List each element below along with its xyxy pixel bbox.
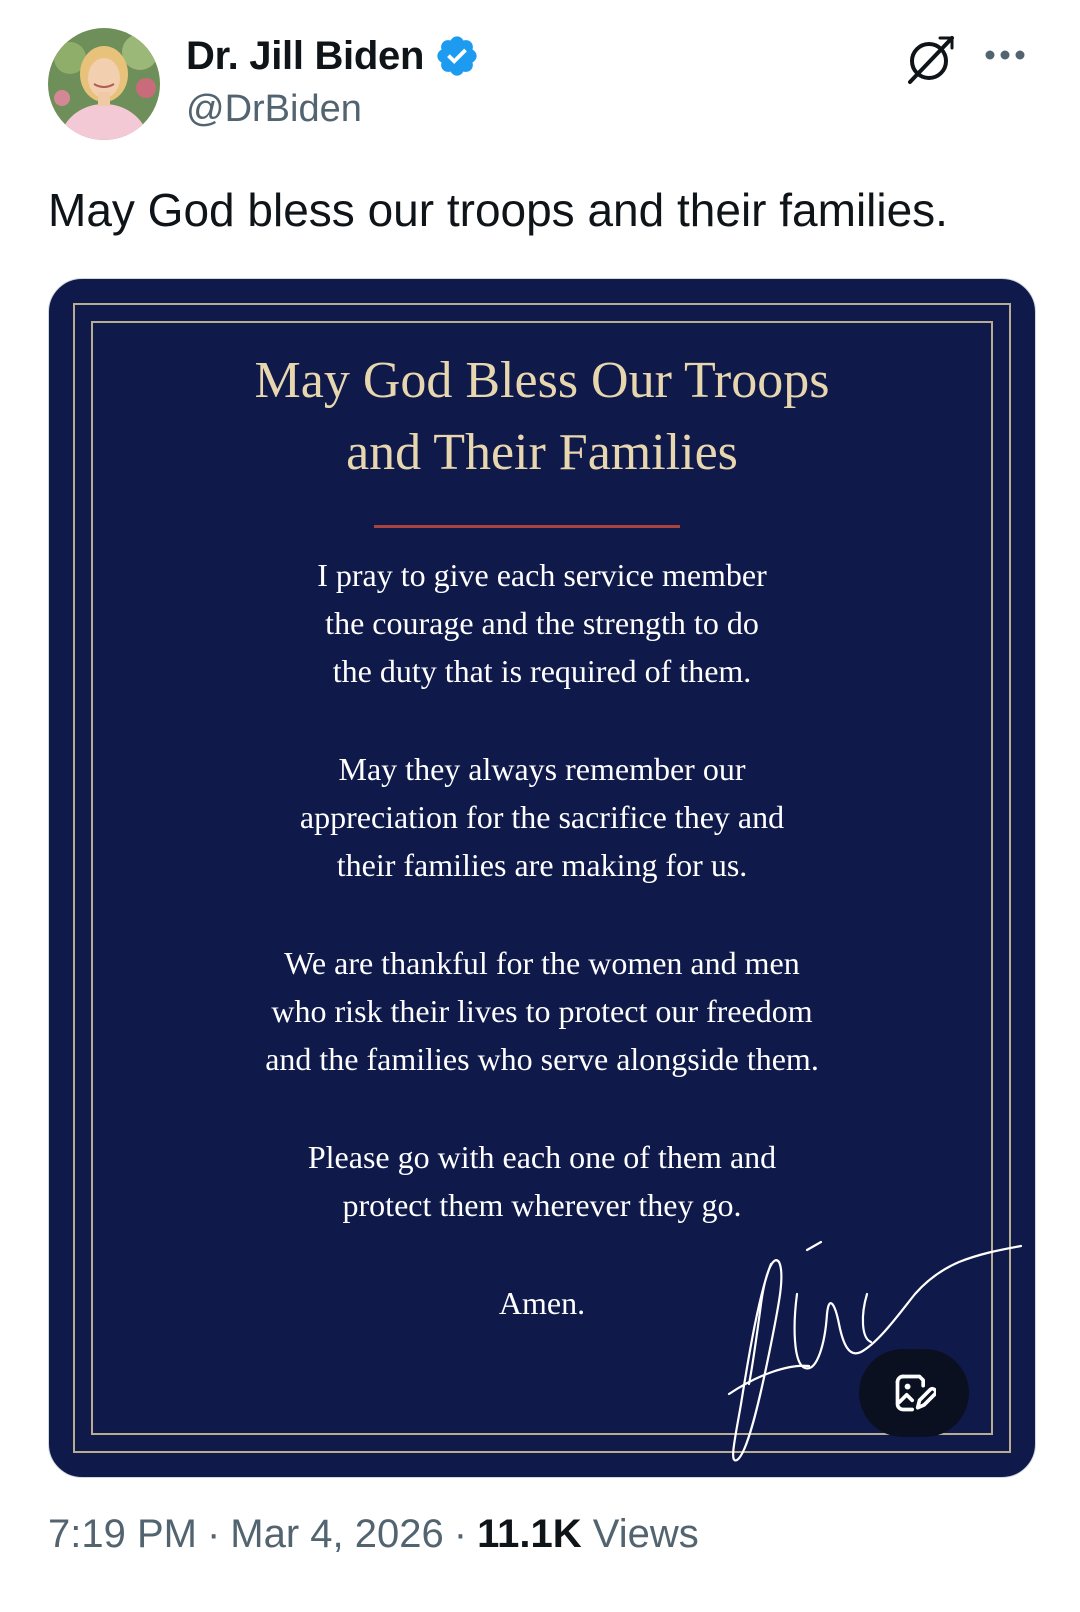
prayer-paragraph (49, 745, 1035, 889)
image-description-button[interactable] (859, 1349, 969, 1437)
prayer-closing: Amen. (498, 1285, 586, 1321)
signature (689, 1234, 1029, 1474)
prayer-line: their families are making for us. (336, 847, 748, 883)
profile-photo (48, 28, 160, 140)
views-label: Views (592, 1512, 699, 1556)
prayer-paragraph (49, 939, 1035, 1083)
image-description-icon (892, 1371, 936, 1415)
prayer-line: who risk their lives to protect our freedom (271, 993, 813, 1029)
card-title (49, 345, 1035, 489)
prayer-line: appreciation for the sacrifice they and (299, 799, 785, 835)
views-count: 11.1K (477, 1512, 582, 1556)
author-handle[interactable]: @DrBiden (186, 88, 362, 130)
card-title-line: and Their Families (346, 424, 738, 481)
verified-badge-icon (434, 33, 480, 79)
title-divider (374, 525, 680, 528)
author-display-name[interactable]: Dr. Jill Biden (186, 33, 425, 78)
prayer-line: Please go with each one of them and (307, 1139, 777, 1175)
card-title-line: May God Bless Our Troops (254, 352, 830, 409)
grok-icon[interactable] (900, 30, 958, 88)
prayer-paragraph (49, 1133, 1035, 1229)
tweet-text: May God bless our troops and their families. (48, 184, 948, 236)
author-name-row (186, 28, 480, 84)
more-options-icon[interactable] (982, 40, 1028, 70)
meta-separator: · (206, 1512, 221, 1556)
prayer-line: the duty that is required of them. (332, 653, 752, 689)
prayer-line: We are thankful for the women and men (284, 945, 800, 981)
prayer-line: I pray to give each service member (317, 557, 767, 593)
avatar[interactable] (48, 28, 160, 140)
prayer-line: May they always remember our (338, 751, 746, 787)
tweet-image[interactable] (48, 278, 1036, 1478)
tweet-time[interactable]: 7:19 PM (48, 1512, 197, 1556)
prayer-paragraph (49, 551, 1035, 695)
prayer-line: and the families who serve alongside them. (265, 1041, 819, 1077)
prayer-line: the courage and the strength to do (325, 605, 759, 641)
meta-separator: · (453, 1512, 468, 1556)
tweet-meta (48, 1512, 699, 1557)
tweet-date[interactable]: Mar 4, 2026 (230, 1512, 444, 1556)
prayer-line: protect them wherever they go. (342, 1187, 742, 1223)
